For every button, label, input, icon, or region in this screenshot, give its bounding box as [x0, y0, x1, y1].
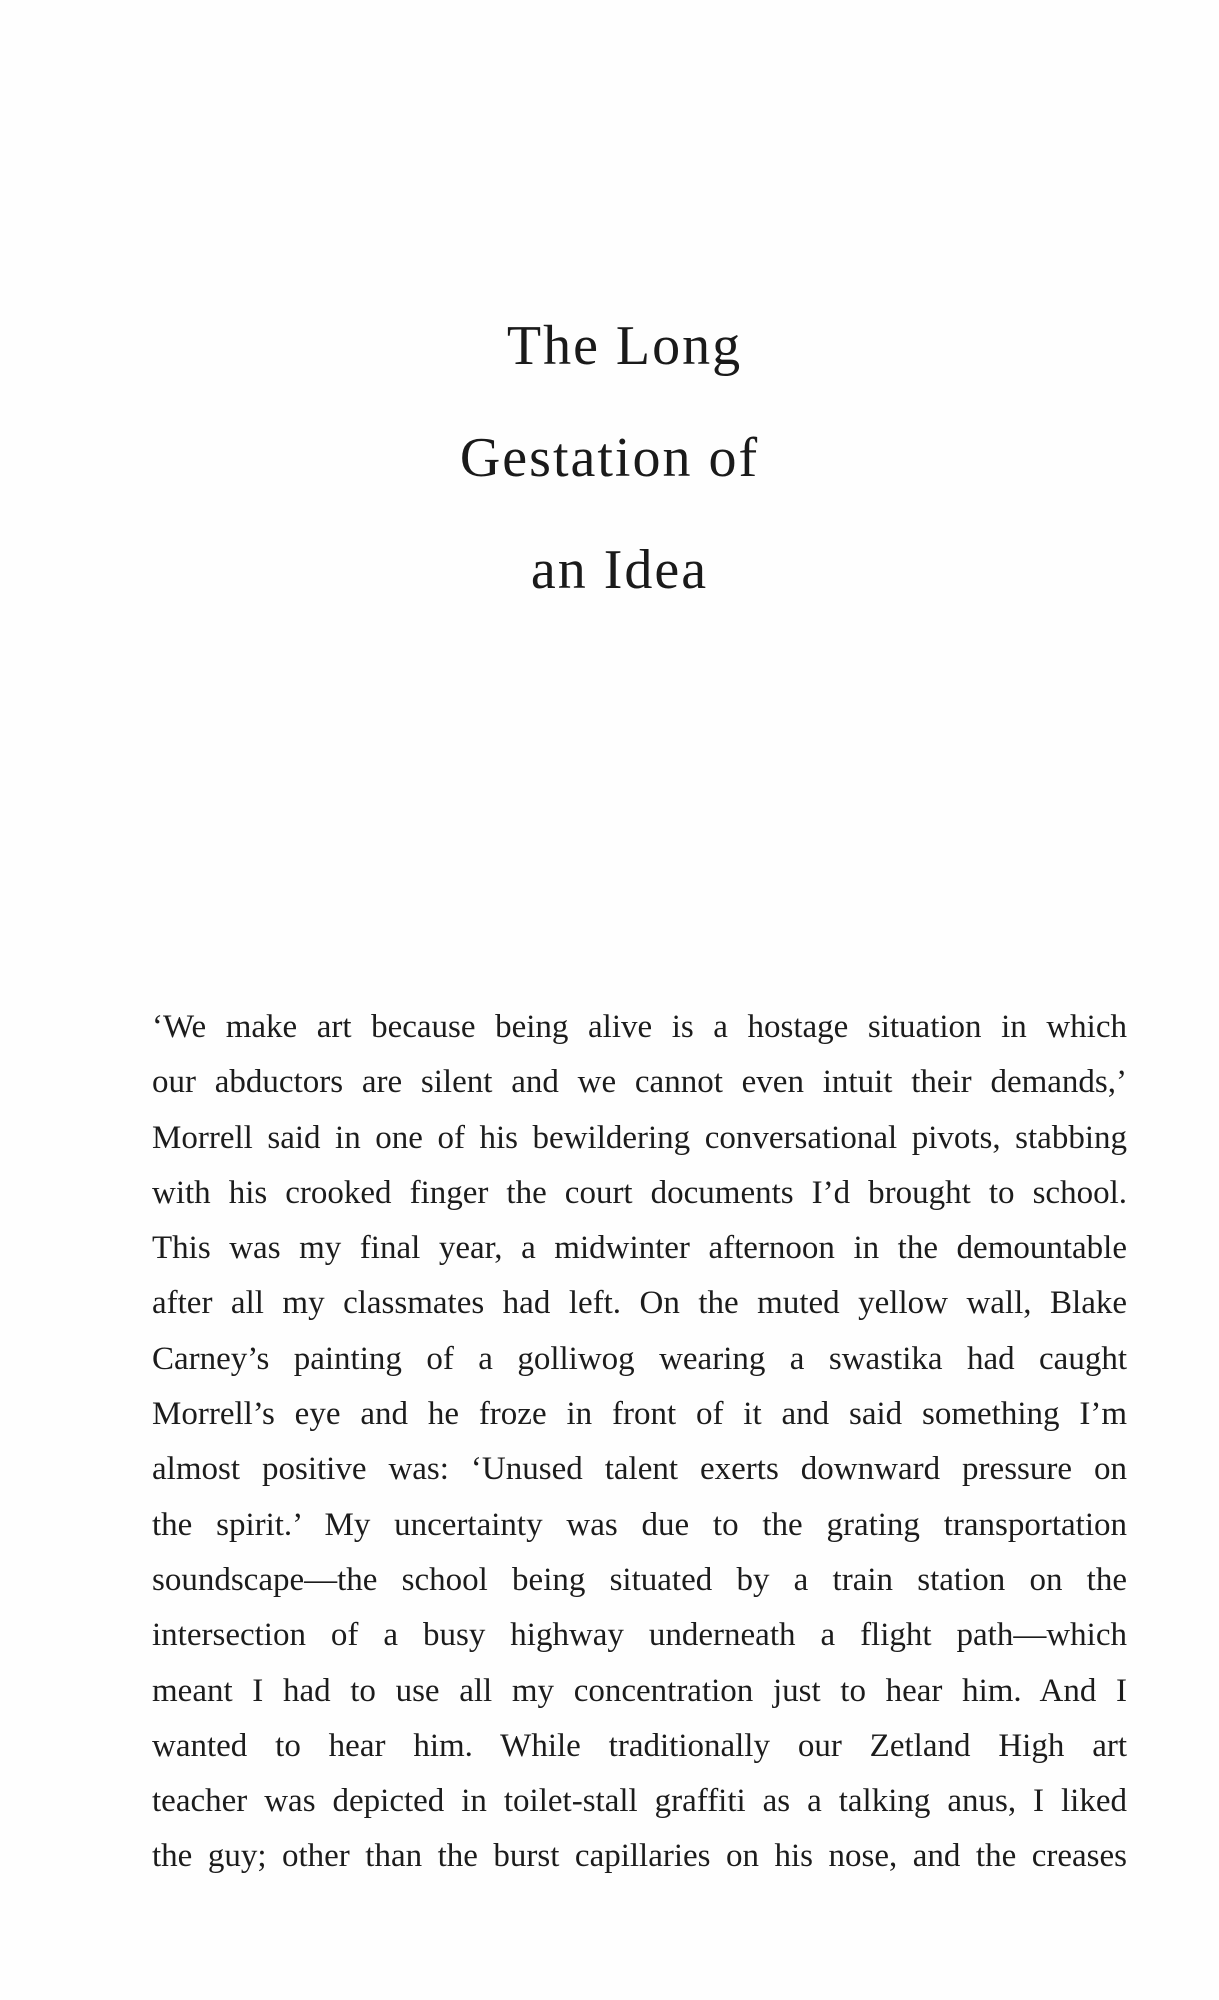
text-line: ‘We make art because being alive is a hostage situation in which: [152, 1009, 1127, 1045]
text-line: soundscape—the school being situated by a train station on the: [152, 1561, 1127, 1598]
text-line: almost positive was: ‘Unused talent exerts downward pressure on: [152, 1451, 1127, 1488]
text-line: after all my classmates had left. On the muted yellow wall, Blake: [152, 1285, 1127, 1322]
chapter-title-line: The Long: [506, 315, 743, 377]
text-line: Carney’s painting of a golliwog wearing a swastika had caught: [152, 1340, 1127, 1377]
text-line: meant I had to use all my concentration just to hear him. And I: [152, 1672, 1127, 1709]
text-line: teacher was depicted in toilet-stall graffiti as a talking anus, I liked: [152, 1783, 1127, 1820]
text-line: our abductors are silent and we cannot even intuit their demands,’: [152, 1064, 1127, 1101]
text-line: This was my final year, a midwinter afternoon in the demountable: [152, 1230, 1127, 1267]
chapter-title-line: Gestation of: [459, 427, 760, 489]
chapter-title: [0, 290, 1219, 626]
text-line: Morrell’s eye and he froze in front of it and said something I’m: [152, 1396, 1127, 1433]
text-line: with his crooked finger the court documents I’d brought to school.: [152, 1174, 1127, 1211]
text-line: the guy; other than the burst capillaries on his nose, and the creases: [152, 1838, 1127, 1875]
text-line: the spirit.’ My uncertainty was due to the grating transportation: [152, 1506, 1127, 1543]
chapter-title-line: an Idea: [530, 539, 709, 601]
text-line: intersection of a busy highway underneath a flight path—which: [152, 1617, 1127, 1654]
text-line: wanted to hear him. While traditionally our Zetland High art: [152, 1727, 1127, 1764]
text-line: Morrell said in one of his bewildering conversational pivots, stabbing: [152, 1119, 1127, 1156]
body-paragraph: [152, 1000, 1127, 1885]
